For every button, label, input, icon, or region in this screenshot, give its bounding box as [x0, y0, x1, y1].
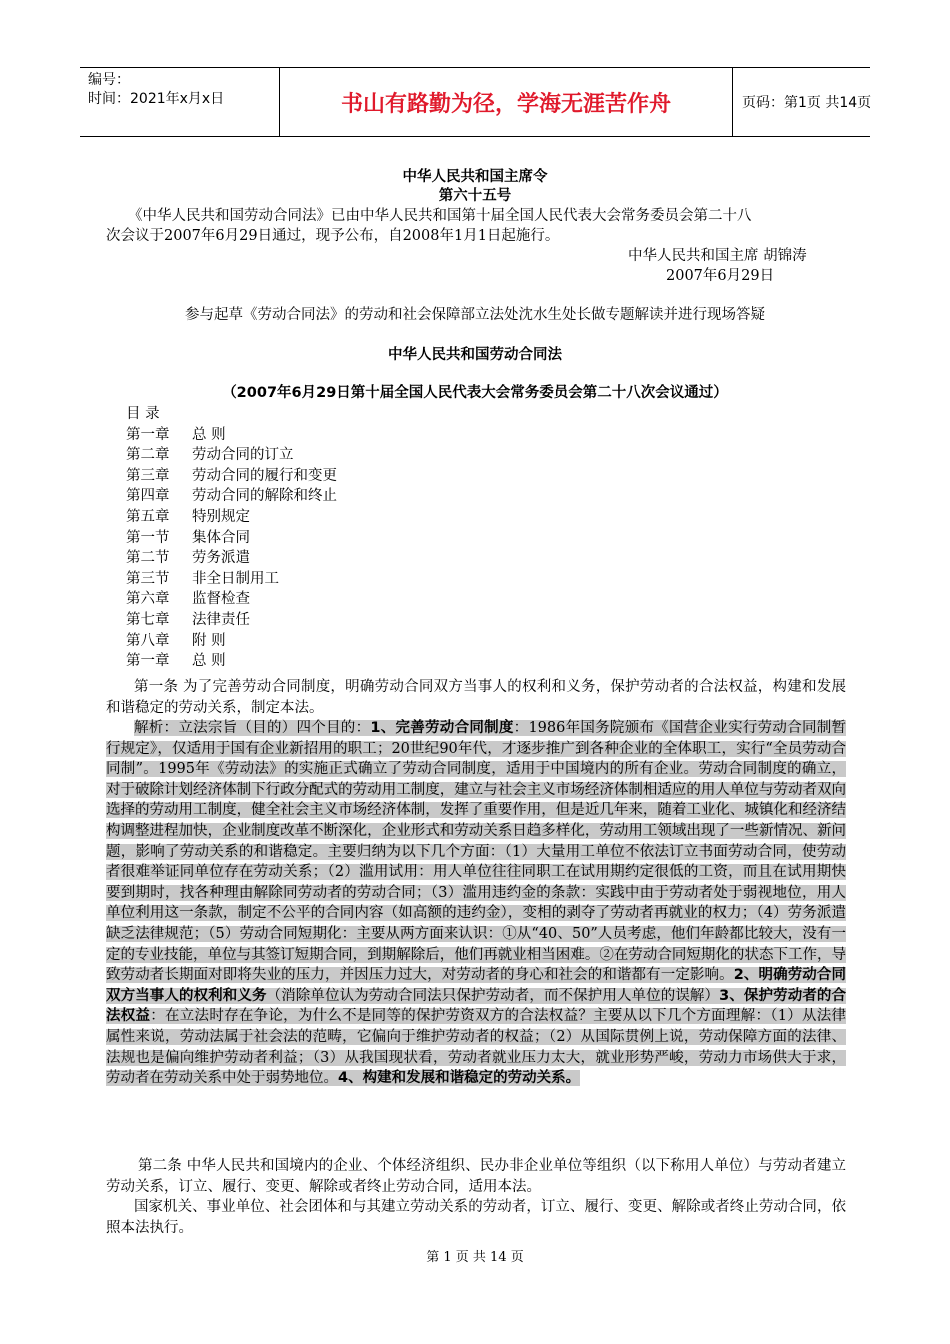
- toc-item: 第一章 总 则: [126, 653, 226, 670]
- law-subtitle: （2007年6月29日第十届全国人民代表大会常务委员会第二十八次会议通过）: [222, 385, 728, 401]
- article-2-paragraph-2: 国家机关、事业单位、社会团体和与其建立劳动关系的劳动者，订立、履行、变更、解除或者终止劳动合同，依照本法执行。: [106, 1199, 846, 1236]
- article-2: 第二条 中华人民共和国境内的企业、个体经济组织、民办非企业单位等组织（以下称用人单位）与劳动者建立劳动关系，订立、履行、变更、解除或者终止劳动合同，适用本法。: [106, 1158, 846, 1195]
- number-label: 编号：: [88, 72, 130, 88]
- toc-heading: 目 录: [126, 406, 160, 422]
- article-1: 第一条 为了完善劳动合同制度，明确劳动合同双方当事人的权利和义务，保护劳动者的合法权益，构建和发展和谐稳定的劳动关系，制定本法。: [106, 679, 846, 716]
- analysis-text: 解析：立法宗旨（目的）四个目的：1、完善劳动合同制度：1986年国务院颁布《国营企业实行劳动合同制暂行规定》，仅适用于国有企业新招用的职工；20世纪90年代，才逐步推广到各种企业的全体职工，实行“全员劳动合同制”。1995年《劳动法》的实施正式确立了劳动合同制度，适用于中国境内的所有企业。劳动合同制度的确立，对于破除计划经济体制下行政分配式的劳动用工制度，建立与社会主义市场经济体制相适应的用人单位与劳动者双向选择的劳动用工制度，健全社会主义市场经济体制，发挥了重要作用，但是近几年来，随着工业化、城镇化和经济结构调整进程加快，企业制度改革不断深化，企业形式和劳动关系日趋多样化，劳动用工领域出现了一些新情况、新问题，影响了劳动关系的和谐稳定。主要归纳为以下几个方面：（1）大量用工单位不依法订立书面劳动合同，使劳动者很难举证同单位存在劳动关系；（2）滥用试用：用人单位往往同职工在试用期约定很低的工资，而且在试用期快要到期时，找各种理由解除同劳动者的劳动合同；（3）滥用违约金的条款：实践中由于劳动者处于弱视地位，用人单位利用这一条款，制定不公平的合同内容（如高额的违约金），变相的剥夺了劳动者再就业的权力；（4）劳务派遣缺乏法律规范；（5）劳动合同短期化：主要从两方面来认识：①从“40、50”人员考虑，他们年龄都比较大，没有一定的专业技能，单位与其签订短期合同，到期解除后，他们再就业相当困难。②在劳动合同短期化的状态下工作，导致劳动者长期面对即将失业的压力，并因压力过大，对劳动者的身心和社会的和谐都有一定影响。2、明确劳动合同双方当事人的权利和义务（消除单位认为劳动合同法只保护劳动者，而不保护用人单位的误解）3、保护劳动者的合法权益：在立法时存在争论，为什么不是同等的保护劳资双方的合法权益？主要从以下几个方面理解：（1）从法律属性来说，劳动法属于社会法的范畴，它偏向于维护劳动者的权益；（2）从国际贯例上说，劳动保障方面的法律、法规也是偏向维护劳动者利益；（3）从我国现状看，劳动者就业压力太大，就业形势严峻，劳动力市场供大于求，劳动者在劳动关系中处于弱势地位。4、构建和发展和谐稳定的劳动关系。: [106, 720, 847, 1087]
- header-page-info: 页码：第1页 共14页: [742, 95, 872, 111]
- page-footer: 第 1 页 共 14 页: [426, 1250, 524, 1265]
- toc-item: 第七章 法律责任: [126, 611, 250, 628]
- decree-number: 第六十五号: [438, 188, 512, 204]
- analysis-block: [106, 718, 846, 1089]
- toc-item: 第二节 劳务派遣: [126, 550, 250, 567]
- toc-item: 第三章 劳动合同的履行和变更: [126, 467, 337, 484]
- law-title: 中华人民共和国劳动合同法: [388, 347, 562, 363]
- table-of-contents: [126, 404, 337, 672]
- decree-body-line1: 《中华人民共和国劳动合同法》已由中华人民共和国第十届全国人民代表大会常务委员会第二十八: [128, 208, 752, 224]
- toc-item: 第一节 集体合同: [126, 529, 250, 546]
- decree-body-line2: 次会议于2007年6月29日通过，现予公布，自2008年1月1日起施行。: [106, 228, 560, 244]
- header-motto: 书山有路勤为径，学海无涯苦作舟: [280, 68, 733, 136]
- toc-item: 第八章 附 则: [126, 632, 226, 649]
- header-meta: [80, 68, 280, 136]
- toc-item: 第五章 特别规定: [126, 508, 250, 525]
- intro-line: 参与起草《劳动合同法》的劳动和社会保障部立法处沈水生处长做专题解读并进行现场答疑: [185, 307, 765, 323]
- decree-title: 中华人民共和国主席令: [402, 169, 548, 185]
- toc-item: 第六章 监督检查: [126, 591, 250, 608]
- toc-item: 第一章 总 则: [126, 426, 226, 443]
- toc-item: 第三节 非全日制用工: [126, 570, 279, 587]
- date-label: 时间：2021年x月x日: [88, 91, 225, 107]
- page-header: [80, 67, 870, 137]
- decree-signer: 中华人民共和国主席 胡锦涛: [628, 248, 807, 264]
- decree-date: 2007年6月29日: [666, 268, 775, 284]
- toc-item: 第四章 劳动合同的解除和终止: [126, 488, 337, 505]
- toc-item: 第二章 劳动合同的订立: [126, 447, 294, 464]
